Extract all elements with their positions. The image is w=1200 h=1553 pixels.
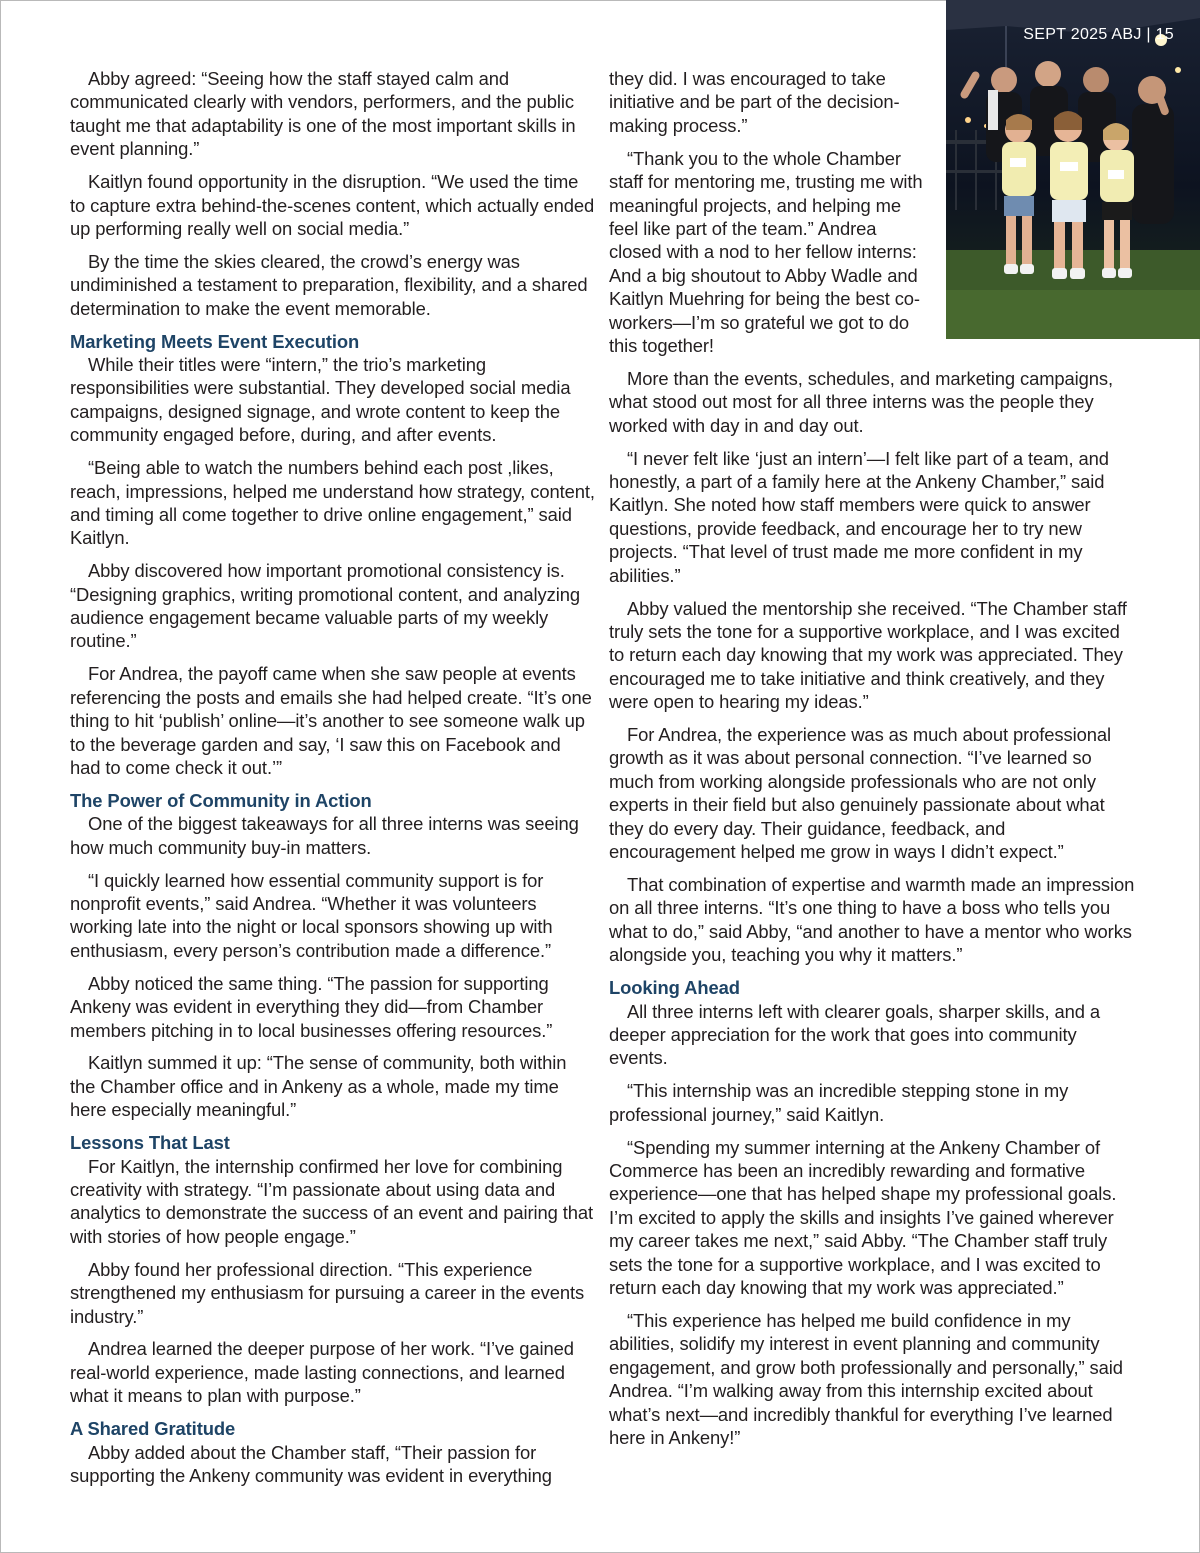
- paragraph: they did. I was encouraged to take initiative and be part of the decision-making process.”: [609, 68, 900, 136]
- paragraph: For Andrea, the experience was as much about professional growth as it was about personal connection. “I’ve learned so much from working alongside professionals who are not only experts in their field but also genuinely passionate about what they do every day. Their guidance, feedback, and encouragement helped me grow in ways I didn’t expect.”: [609, 724, 1111, 863]
- left-column: [70, 67, 596, 1497]
- paragraph: Abby agreed: “Seeing how the staff stayed calm and communicated clearly with vendors, performers, and the public taught me that adaptability is one of the most important skills in event planning.”: [70, 68, 576, 160]
- paragraph: Abby valued the mentorship she received. “The Chamber staff truly sets the tone for a supportive workplace, and I was excited to return each day knowing that my work was appreciated. They encouraged me to take initiative and think creatively, and they were open to hearing my ideas.”: [609, 597, 1127, 713]
- page-folio: SEPT 2025 ABJ | 15: [1023, 26, 1174, 43]
- paragraph: Abby found her professional direction. “This experience strengthened my enthusiasm for pursuing a career in the events industry.”: [70, 1258, 585, 1327]
- paragraph: “This experience has helped me build confidence in my abilities, solidify my interest in event planning and community engagement, and grow both professionally and personally,” said Andrea. “I’m walking away from this internship excited about what’s next—and incredibly thankful for everything I’ve learned here in Ankeny!”: [609, 1309, 1123, 1448]
- paragraph: “I never felt like ‘just an intern’—I felt like part of a team, and honestly, a part of a family here at the Ankeny Chamber,” said Kaitlyn. She noted how staff members were quick to answer questions, provide feedback, and encourage her to try new projects. “That level of trust made me more confident in my abilities.”: [609, 447, 1109, 586]
- paragraph: That combination of expertise and warmth made an impression on all three interns. “It’s one thing to have a boss who tells you what to do,” said Abby, “and another to have a mentor who works alongside you, teaching you why it matters.”: [609, 874, 1135, 966]
- paragraph: Kaitlyn found opportunity in the disruption. “We used the time to capture extra behind-the-scenes content, which actually ended up performing really well on social media.”: [70, 171, 595, 239]
- right-column: [609, 67, 1135, 1459]
- section-heading: A Shared Gratitude: [70, 1418, 236, 1440]
- paragraph: By the time the skies cleared, the crowd’s energy was undiminished a testament to preparation, flexibility, and a shared determination to make the event memorable.: [70, 250, 588, 319]
- paragraph: “This internship was an incredible stepping stone in my professional journey,” said Kaitlyn.: [609, 1080, 1069, 1125]
- paragraph: “Thank you to the whole Chamber staff for mentoring me, trusting me with meaningful projects, and helping me feel like part of the team.” Andrea closed with a nod to her fellow interns: And a big shoutout to Abby Wadle and Kaitlyn Muehring for being the best co-workers—I’m so grateful we got to do this together!: [609, 147, 923, 356]
- paragraph: For Kaitlyn, the internship confirmed her love for combining creativity with strategy. “I’m passionate about using data and analytics to demonstrate the success of an event and pairing that with stories of how people engage.”: [70, 1155, 594, 1247]
- paragraph: “Spending my summer interning at the Ankeny Chamber of Commerce has been an incredibly rewarding and formative experience—one that has helped shape my professional goals. I’m excited to apply the skills and insights I’ve gained wherever my career takes me next,” said Abby. “The Chamber staff truly sets the tone for a supportive workplace, and I was excited to return each day knowing that my work was appreciated.”: [609, 1136, 1117, 1298]
- paragraph: Andrea learned the deeper purpose of her work. “I’ve gained real-world experience, made lasting connections, and learned what it means to plan with purpose.”: [70, 1338, 574, 1407]
- paragraph: Abby added about the Chamber staff, “Their passion for supporting the Ankeny community was evident in everything: [70, 1441, 552, 1486]
- paragraph: More than the events, schedules, and marketing campaigns, what stood out most for all three interns was the people they worked with day in and day out.: [609, 367, 1114, 436]
- paragraph: One of the biggest takeaways for all three interns was seeing how much community buy-in matters.: [70, 813, 579, 858]
- paragraph: Kaitlyn summed it up: “The sense of community, both within the Chamber office and in Ankeny as a whole, made my time here especially meaningful.”: [70, 1052, 567, 1121]
- section-heading: Looking Ahead: [609, 977, 740, 999]
- paragraph: For Andrea, the payoff came when she saw people at events referencing the posts and emails she had helped create. “It’s one thing to hit ‘publish’ online—it’s another to see someone walk up to the beverage garden and say, ‘I saw this on Facebook and had to come check it out.’”: [70, 663, 592, 778]
- paragraph: While their titles were “intern,” the trio’s marketing responsibilities were substantial. They developed social media campaigns, designed signage, and wrote content to keep the community engaged before, during, and after events.: [70, 353, 571, 446]
- paragraph: All three interns left with clearer goals, sharper skills, and a deeper appreciation for the work that goes into community events.: [609, 1000, 1100, 1069]
- section-heading: Lessons That Last: [70, 1132, 230, 1154]
- section-heading: Marketing Meets Event Execution: [70, 330, 360, 352]
- paragraph: “Being able to watch the numbers behind each post ,likes, reach, impressions, helped me understand how strategy, content, and timing all come together to drive online engagement,” said Kaitlyn.: [70, 457, 595, 549]
- paragraph: Abby noticed the same thing. “The passion for supporting Ankeny was evident in everything they did—from Chamber members pitching in to local businesses offering resources.”: [70, 972, 553, 1041]
- paragraph: Abby discovered how important promotional consistency is. “Designing graphics, writing promotional content, and analyzing audience engagement became valuable parts of my weekly routine.”: [70, 560, 580, 652]
- paragraph: “I quickly learned how essential community support is for nonprofit events,” said Andrea. “Whether it was volunteers working late into the night or local sponsors showing up with enthusiasm, every person’s contribution made a difference.”: [70, 869, 553, 961]
- section-heading: The Power of Community in Action: [70, 789, 372, 811]
